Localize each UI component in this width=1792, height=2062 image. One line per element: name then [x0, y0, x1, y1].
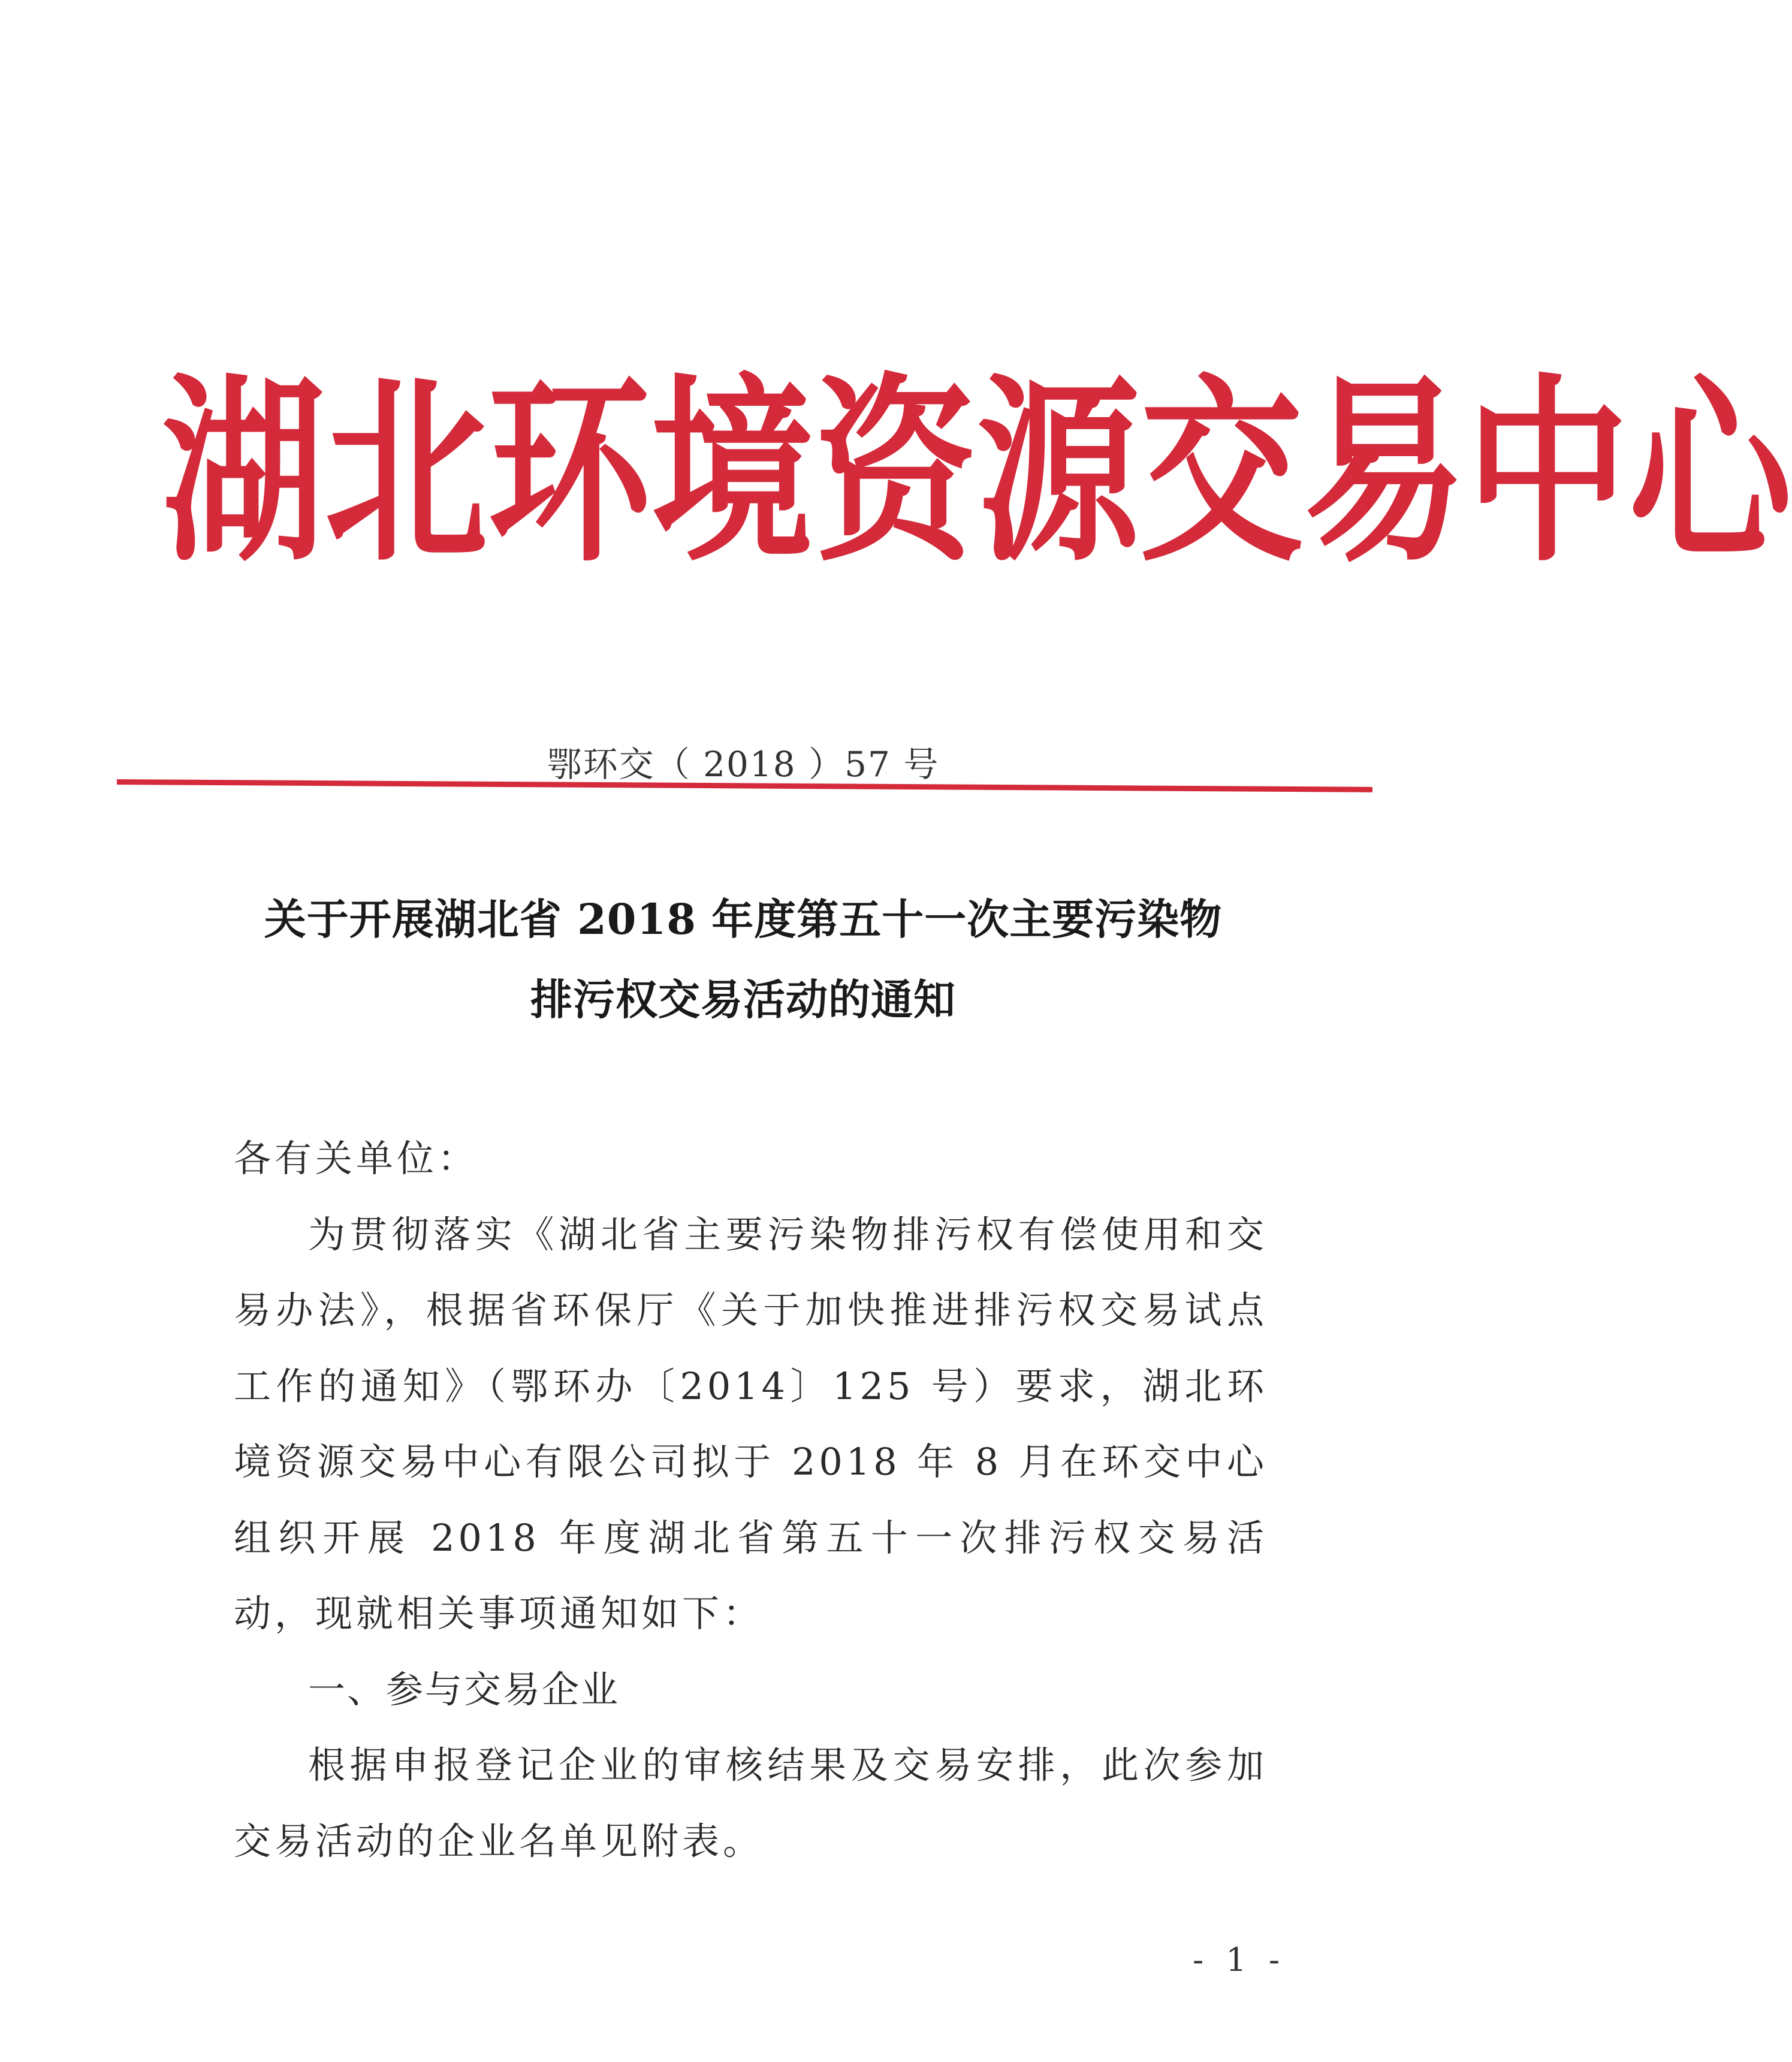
masthead-char: 湖 [162, 358, 325, 589]
masthead-char: 易 [1303, 358, 1466, 589]
document-number: 鄂环交（ 2018 ）57 号 [547, 744, 940, 785]
notice-title-line-1: 关于开展湖北省 2018 年度第五十一次主要污染物 [264, 894, 1223, 944]
page-number: - 1 - [1193, 1941, 1286, 1979]
notice-body [234, 1121, 1268, 1879]
body-paragraph: 为贯彻落实《湖北省主要污染物排污权有偿使用和交易办法》，根据省环保厅《关于加快推进排污权交易试点工作的通知》（鄂环办〔2014〕125 号）要求，湖北环境资源交易中心有限公司拟于 2018 年 8 月在环交中心组织开展 2018 年度湖北省第五十一次排污权交易活动，现就相关事项通知如下： [234, 1212, 1268, 1635]
section-heading: 一、参与交易企业 [308, 1667, 620, 1711]
notice-title-line-2: 排污权交易活动的通知 [530, 975, 956, 1024]
masthead-char: 资 [814, 358, 977, 589]
masthead-char: 心 [1629, 358, 1792, 589]
masthead-char: 中 [1466, 358, 1629, 589]
masthead-title [162, 358, 1792, 589]
masthead-char: 环 [488, 358, 651, 589]
masthead-char: 北 [325, 358, 488, 589]
salutation: 各有关单位： [234, 1136, 479, 1180]
masthead-char: 源 [977, 358, 1140, 589]
masthead-char: 境 [651, 358, 814, 589]
masthead-char: 交 [1140, 358, 1303, 589]
body-paragraph: 根据申报登记企业的审核结果及交易安排，此次参加交易活动的企业名单见附表。 [234, 1743, 1268, 1863]
